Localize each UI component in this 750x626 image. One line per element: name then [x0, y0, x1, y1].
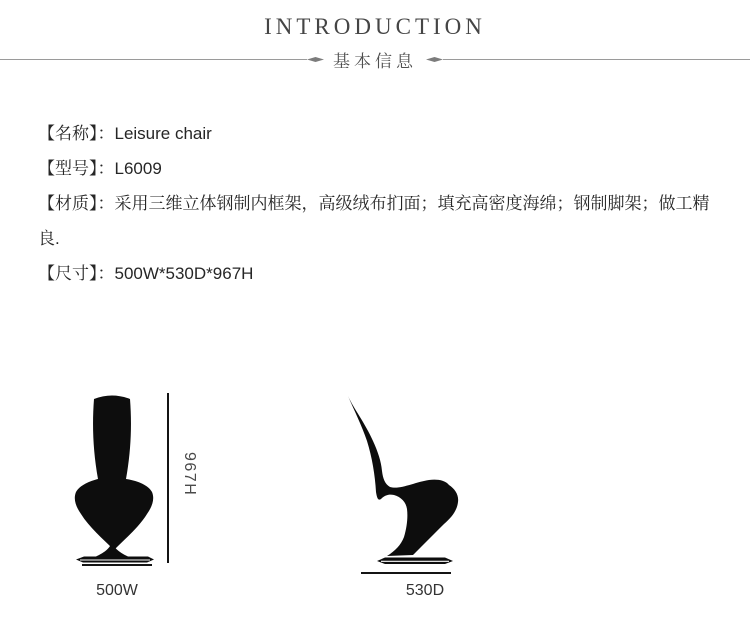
depth-dimension-line [361, 572, 451, 574]
spec-list [38, 116, 722, 291]
chair-front-body [75, 396, 153, 550]
spec-value: L6009 [114, 159, 162, 178]
spec-separator: ： [97, 124, 115, 143]
spec-row-size [38, 256, 722, 291]
spec-value: 采用三维立体钢制内框架，高级绒布扪面；填充高密度海绵；钢制脚架；做工精良. [38, 194, 710, 248]
width-dimension-label: 500W [96, 582, 138, 599]
depth-dimension-label: 530D [405, 582, 445, 599]
spec-row-name [38, 116, 722, 151]
height-dimension-label: 967H [181, 452, 198, 497]
diamond-icon [307, 57, 324, 62]
divider-line-left [0, 59, 307, 60]
chair-front-silhouette [68, 393, 156, 563]
spec-label: 【型号】 [38, 159, 98, 178]
spec-label: 【材质】 [38, 194, 98, 213]
spec-row-model [38, 151, 722, 186]
divider-line-right [443, 59, 750, 60]
spec-value: 500W*530D*967H [114, 264, 254, 283]
page-title: INTRODUCTION [264, 14, 486, 39]
height-dimension-line [167, 393, 169, 563]
spec-label: 【尺寸】 [38, 264, 98, 283]
spec-separator: ： [97, 194, 115, 213]
chair-front-stem [95, 541, 129, 557]
spec-separator: ： [97, 159, 115, 178]
chair-side-body [348, 396, 458, 556]
diamond-icon [426, 57, 443, 62]
spec-separator: ： [97, 264, 115, 283]
section-subtitle: 基本信息 [333, 52, 417, 71]
width-dimension-line [82, 564, 152, 566]
spec-value: Leisure chair [114, 124, 212, 143]
spec-row-material [38, 186, 722, 256]
chair-side-silhouette [345, 395, 460, 566]
section-divider [0, 51, 750, 71]
spec-label: 【名称】 [38, 124, 98, 143]
